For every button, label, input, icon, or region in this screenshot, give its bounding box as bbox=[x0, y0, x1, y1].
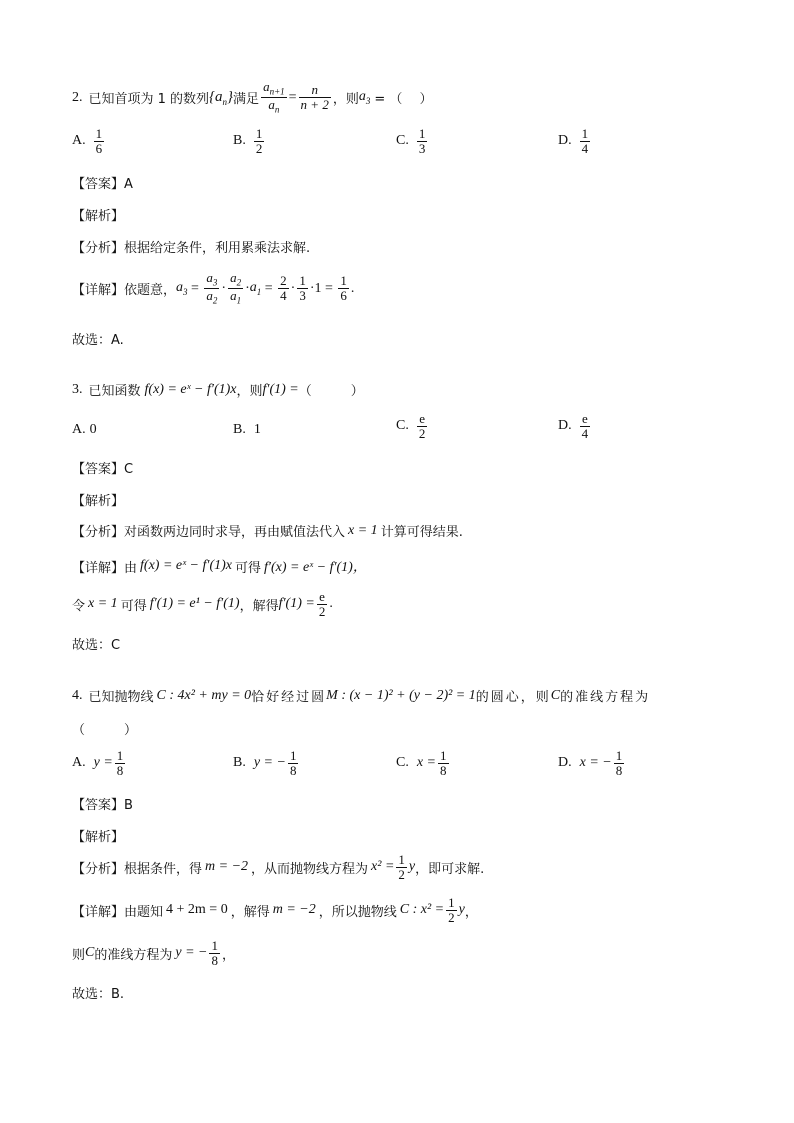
q4-option-a bbox=[72, 749, 127, 777]
q2-target: a bbox=[358, 89, 366, 105]
q2-option-b-num: 1 bbox=[255, 126, 263, 141]
q4-stem-text: 已知抛物线 bbox=[88, 690, 154, 705]
q2-fenxi: 【分析】根据给定条件，利用累乘法求解. bbox=[72, 241, 311, 256]
q2-option-c-den: 3 bbox=[418, 140, 426, 156]
q3-choose: 故选：C bbox=[72, 638, 121, 653]
q4-fenxi-expr2: x² = bbox=[371, 859, 395, 875]
q4-analysis-head: 【解析】 bbox=[72, 830, 125, 845]
q4-stem bbox=[72, 686, 650, 705]
q4-option-d-den: 8 bbox=[615, 762, 623, 778]
q4-stem-text-b: 恰好经过圆 bbox=[251, 690, 327, 705]
q3-stem-text-c: （ ） bbox=[298, 384, 364, 399]
q3-option-b-label: B. bbox=[233, 422, 246, 437]
q4-fenxi-y: y bbox=[408, 859, 416, 875]
q4-option-b bbox=[233, 749, 300, 777]
q4-option-c-num: 1 bbox=[440, 748, 447, 763]
q3-option-b bbox=[233, 422, 261, 438]
q3-line2-expr2: f′(1) = e¹ − f′(1) bbox=[149, 596, 240, 612]
q4-option-a-num: 1 bbox=[116, 748, 124, 763]
q3-option-c-den: 2 bbox=[418, 425, 426, 441]
q3-option-c-num: e bbox=[417, 412, 428, 427]
q3-func: f(x) = eˣ − f′(1)x bbox=[144, 381, 237, 397]
q3-option-a-text: 0 bbox=[89, 422, 97, 437]
q3-option-b-text: 1 bbox=[253, 422, 261, 437]
q3-number: 3. bbox=[72, 381, 83, 397]
q2-option-a-label: A. bbox=[72, 133, 86, 149]
q2-choose: 故选：A. bbox=[72, 333, 124, 348]
q4-c: C bbox=[550, 687, 561, 703]
q3-line2-text: 令 bbox=[72, 598, 86, 614]
q3-detail bbox=[72, 556, 367, 576]
q4-detail-expr3: C : x² = bbox=[399, 902, 445, 918]
q2-rhs-den: n + 2 bbox=[300, 97, 329, 113]
q4-stem-paren: （ ） bbox=[72, 723, 138, 738]
q2-detail: 【详解】依题意， $a_3$ = $\frac{a_3}{a_2}$ · $\frac{a_2}{a_1}$ · $a_1$ = $\frac{2}{4}$ · $\frac{1}{3}$ ·1 = $\frac{1}{6}$ . bbox=[72, 270, 355, 306]
q2-seq-close: } bbox=[227, 88, 234, 105]
q2-stem-text-d: = （ ） bbox=[374, 92, 433, 108]
q2-option-d-label: D. bbox=[558, 133, 572, 149]
q4-curve: C : 4x² + my = 0 bbox=[156, 687, 252, 703]
q4-stem-text-d: 的准线方程为 bbox=[560, 690, 651, 705]
q4-detail-expr2: m = −2 bbox=[272, 902, 316, 918]
q2-option-c bbox=[396, 127, 429, 155]
q2-option-c-num: 1 bbox=[418, 126, 426, 141]
q3-stem-text: 已知函数 bbox=[88, 384, 141, 399]
q3-option-a bbox=[72, 422, 97, 438]
q4-option-d bbox=[558, 749, 626, 777]
q2-ratio-fraction bbox=[261, 80, 287, 115]
q2-stem-text: 已知首项为 1 的数列 bbox=[88, 92, 210, 108]
q3-option-a-label: A. bbox=[72, 422, 86, 437]
q3-detail-expr1: f(x) = eˣ − f′(1)x bbox=[140, 558, 232, 573]
q3-option-d-label: D. bbox=[558, 418, 572, 434]
q3-fenxi-text: 【分析】对函数两边同时求导，再由赋值法代入 bbox=[72, 525, 346, 540]
q4-option-b-lhs: y = − bbox=[253, 755, 286, 771]
q4-detail-text-b: ，解得 bbox=[230, 904, 270, 920]
q4-fenxi-text-b: ，从而抛物线方程为 bbox=[251, 861, 369, 877]
q2-analysis-head: 【解析】 bbox=[72, 209, 125, 224]
q4-fenxi-expr1: m = −2 bbox=[205, 859, 249, 875]
q2-stem-text-b: 满足 bbox=[233, 92, 260, 108]
q4-detail-text-d: ， bbox=[464, 904, 478, 920]
q2-eq: = bbox=[288, 89, 297, 105]
q2-seq: {a bbox=[209, 88, 223, 105]
q4-detail-line2 bbox=[72, 939, 235, 967]
q4-fenxi bbox=[72, 853, 484, 881]
q4-option-c-lhs: x = bbox=[416, 755, 437, 771]
q2-option-c-label: C. bbox=[396, 133, 409, 149]
q3-option-c-label: C. bbox=[396, 418, 409, 434]
q3-stem-text-b: ，则 bbox=[236, 384, 263, 399]
q4-line2-den: 8 bbox=[211, 952, 218, 968]
q2-option-a-den: 6 bbox=[95, 140, 103, 156]
q4-answer: 【答案】B bbox=[72, 798, 133, 813]
q4-line2-expr: y = − bbox=[175, 945, 208, 961]
q3-stem bbox=[72, 380, 364, 399]
q3-option-d bbox=[558, 412, 592, 440]
q3-line2-text-c: ，解得 bbox=[239, 598, 279, 614]
q3-detail-line2: 令 x = 1 可得 f′(1) = e¹ − f′(1) ，解得 f′(1) = $\frac{e}{2}$ . bbox=[72, 589, 333, 619]
q2-ratio-num: a bbox=[263, 79, 270, 94]
q2-option-a-num: 1 bbox=[95, 126, 103, 141]
q2-detail-head: 【详解】依题意， bbox=[72, 283, 177, 299]
q2-answer: 【答案】A bbox=[72, 177, 133, 192]
q4-line2-text: 则 bbox=[72, 947, 86, 963]
q2-rhs-fraction bbox=[299, 83, 331, 111]
q3-option-d-num: e bbox=[580, 412, 591, 427]
q4-fenxi-den: 2 bbox=[398, 866, 405, 882]
q3-target: f′(1) = bbox=[262, 381, 299, 397]
q3-fenxi-expr: x = 1 bbox=[348, 522, 378, 538]
q3-line2-num: e bbox=[317, 590, 328, 605]
q4-option-a-lhs: y = bbox=[93, 755, 113, 771]
q2-number: 2. bbox=[72, 89, 83, 105]
q4-option-b-label: B. bbox=[233, 755, 246, 771]
q2-ratio-num-sub: n+1 bbox=[269, 86, 285, 97]
q2-stem bbox=[72, 80, 433, 115]
q2-option-d-den: 4 bbox=[581, 140, 589, 156]
q4-option-c-label: C. bbox=[396, 755, 409, 771]
q4-option-c bbox=[396, 749, 451, 777]
q3-fenxi-text-b: 计算可得结果. bbox=[380, 525, 463, 540]
q2-seq-sub: n bbox=[222, 96, 228, 107]
q4-fenxi-text: 【分析】根据条件，得 bbox=[72, 861, 203, 877]
q4-option-a-den: 8 bbox=[116, 762, 124, 778]
q2-ratio-den: a bbox=[268, 97, 275, 113]
q3-line2-expr1: x = 1 bbox=[88, 596, 118, 612]
q4-stem-text-c: 的圆心，则 bbox=[475, 690, 551, 705]
q4-number: 4. bbox=[72, 687, 83, 703]
q3-option-d-den: 4 bbox=[581, 425, 589, 441]
q4-detail-text-c: ，所以抛物线 bbox=[318, 904, 397, 920]
q3-detail-head: 【详解】由 bbox=[72, 560, 138, 576]
q4-detail-expr1: 4 + 2m = 0 bbox=[166, 902, 228, 918]
q2-rhs-num: n bbox=[299, 83, 331, 98]
q4-fenxi-text-c: ，即可求解. bbox=[415, 861, 485, 877]
q4-circle: M : (x − 1)² + (y − 2)² = 1 bbox=[326, 687, 476, 703]
q4-option-d-lhs: x = − bbox=[579, 755, 612, 771]
q2-stem-text-c: ，则 bbox=[332, 92, 359, 108]
q2-option-a bbox=[72, 127, 106, 155]
q4-option-a-label: A. bbox=[72, 755, 86, 771]
q4-option-d-num: 1 bbox=[615, 748, 623, 763]
q3-line2-den: 2 bbox=[318, 603, 326, 619]
q4-line2-num: 1 bbox=[211, 938, 218, 953]
q3-line2-text-b: 可得 bbox=[120, 598, 147, 614]
q4-line2-c: C bbox=[85, 945, 95, 961]
q3-analysis-head: 【解析】 bbox=[72, 494, 125, 509]
q2-option-d-num: 1 bbox=[581, 126, 589, 141]
q4-option-c-den: 8 bbox=[440, 762, 447, 778]
q4-detail-num: 1 bbox=[448, 895, 455, 910]
q2-option-b-den: 2 bbox=[255, 140, 263, 156]
q4-detail-den: 2 bbox=[448, 909, 455, 925]
q4-fenxi-num: 1 bbox=[398, 852, 405, 867]
q4-detail-text: 【详解】由题知 bbox=[72, 904, 164, 920]
q4-option-d-label: D. bbox=[558, 755, 572, 771]
q3-detail-expr2: f′(x) = eˣ − f′(1)， bbox=[264, 560, 367, 575]
q3-answer: 【答案】C bbox=[72, 462, 134, 477]
q2-ratio-den-sub: n bbox=[274, 104, 280, 115]
q4-option-b-num: 1 bbox=[289, 748, 297, 763]
q4-detail bbox=[72, 896, 478, 924]
q2-target-sub: 3 bbox=[365, 95, 371, 106]
q4-option-b-den: 8 bbox=[289, 762, 297, 778]
q3-detail-mid: 可得 bbox=[235, 560, 262, 576]
q4-line2-text-b: 的准线方程为 bbox=[94, 947, 173, 963]
q4-choose: 故选：B. bbox=[72, 987, 125, 1002]
q2-option-b bbox=[233, 127, 266, 155]
q3-line2-expr3: f′(1) = bbox=[278, 596, 315, 612]
q2-option-b-label: B. bbox=[233, 133, 246, 149]
q3-option-c bbox=[396, 412, 429, 440]
q3-fenxi bbox=[72, 521, 463, 540]
q4-detail-y: y bbox=[458, 902, 465, 918]
q4-line2-end: ， bbox=[221, 947, 235, 963]
q2-option-d bbox=[558, 127, 592, 155]
